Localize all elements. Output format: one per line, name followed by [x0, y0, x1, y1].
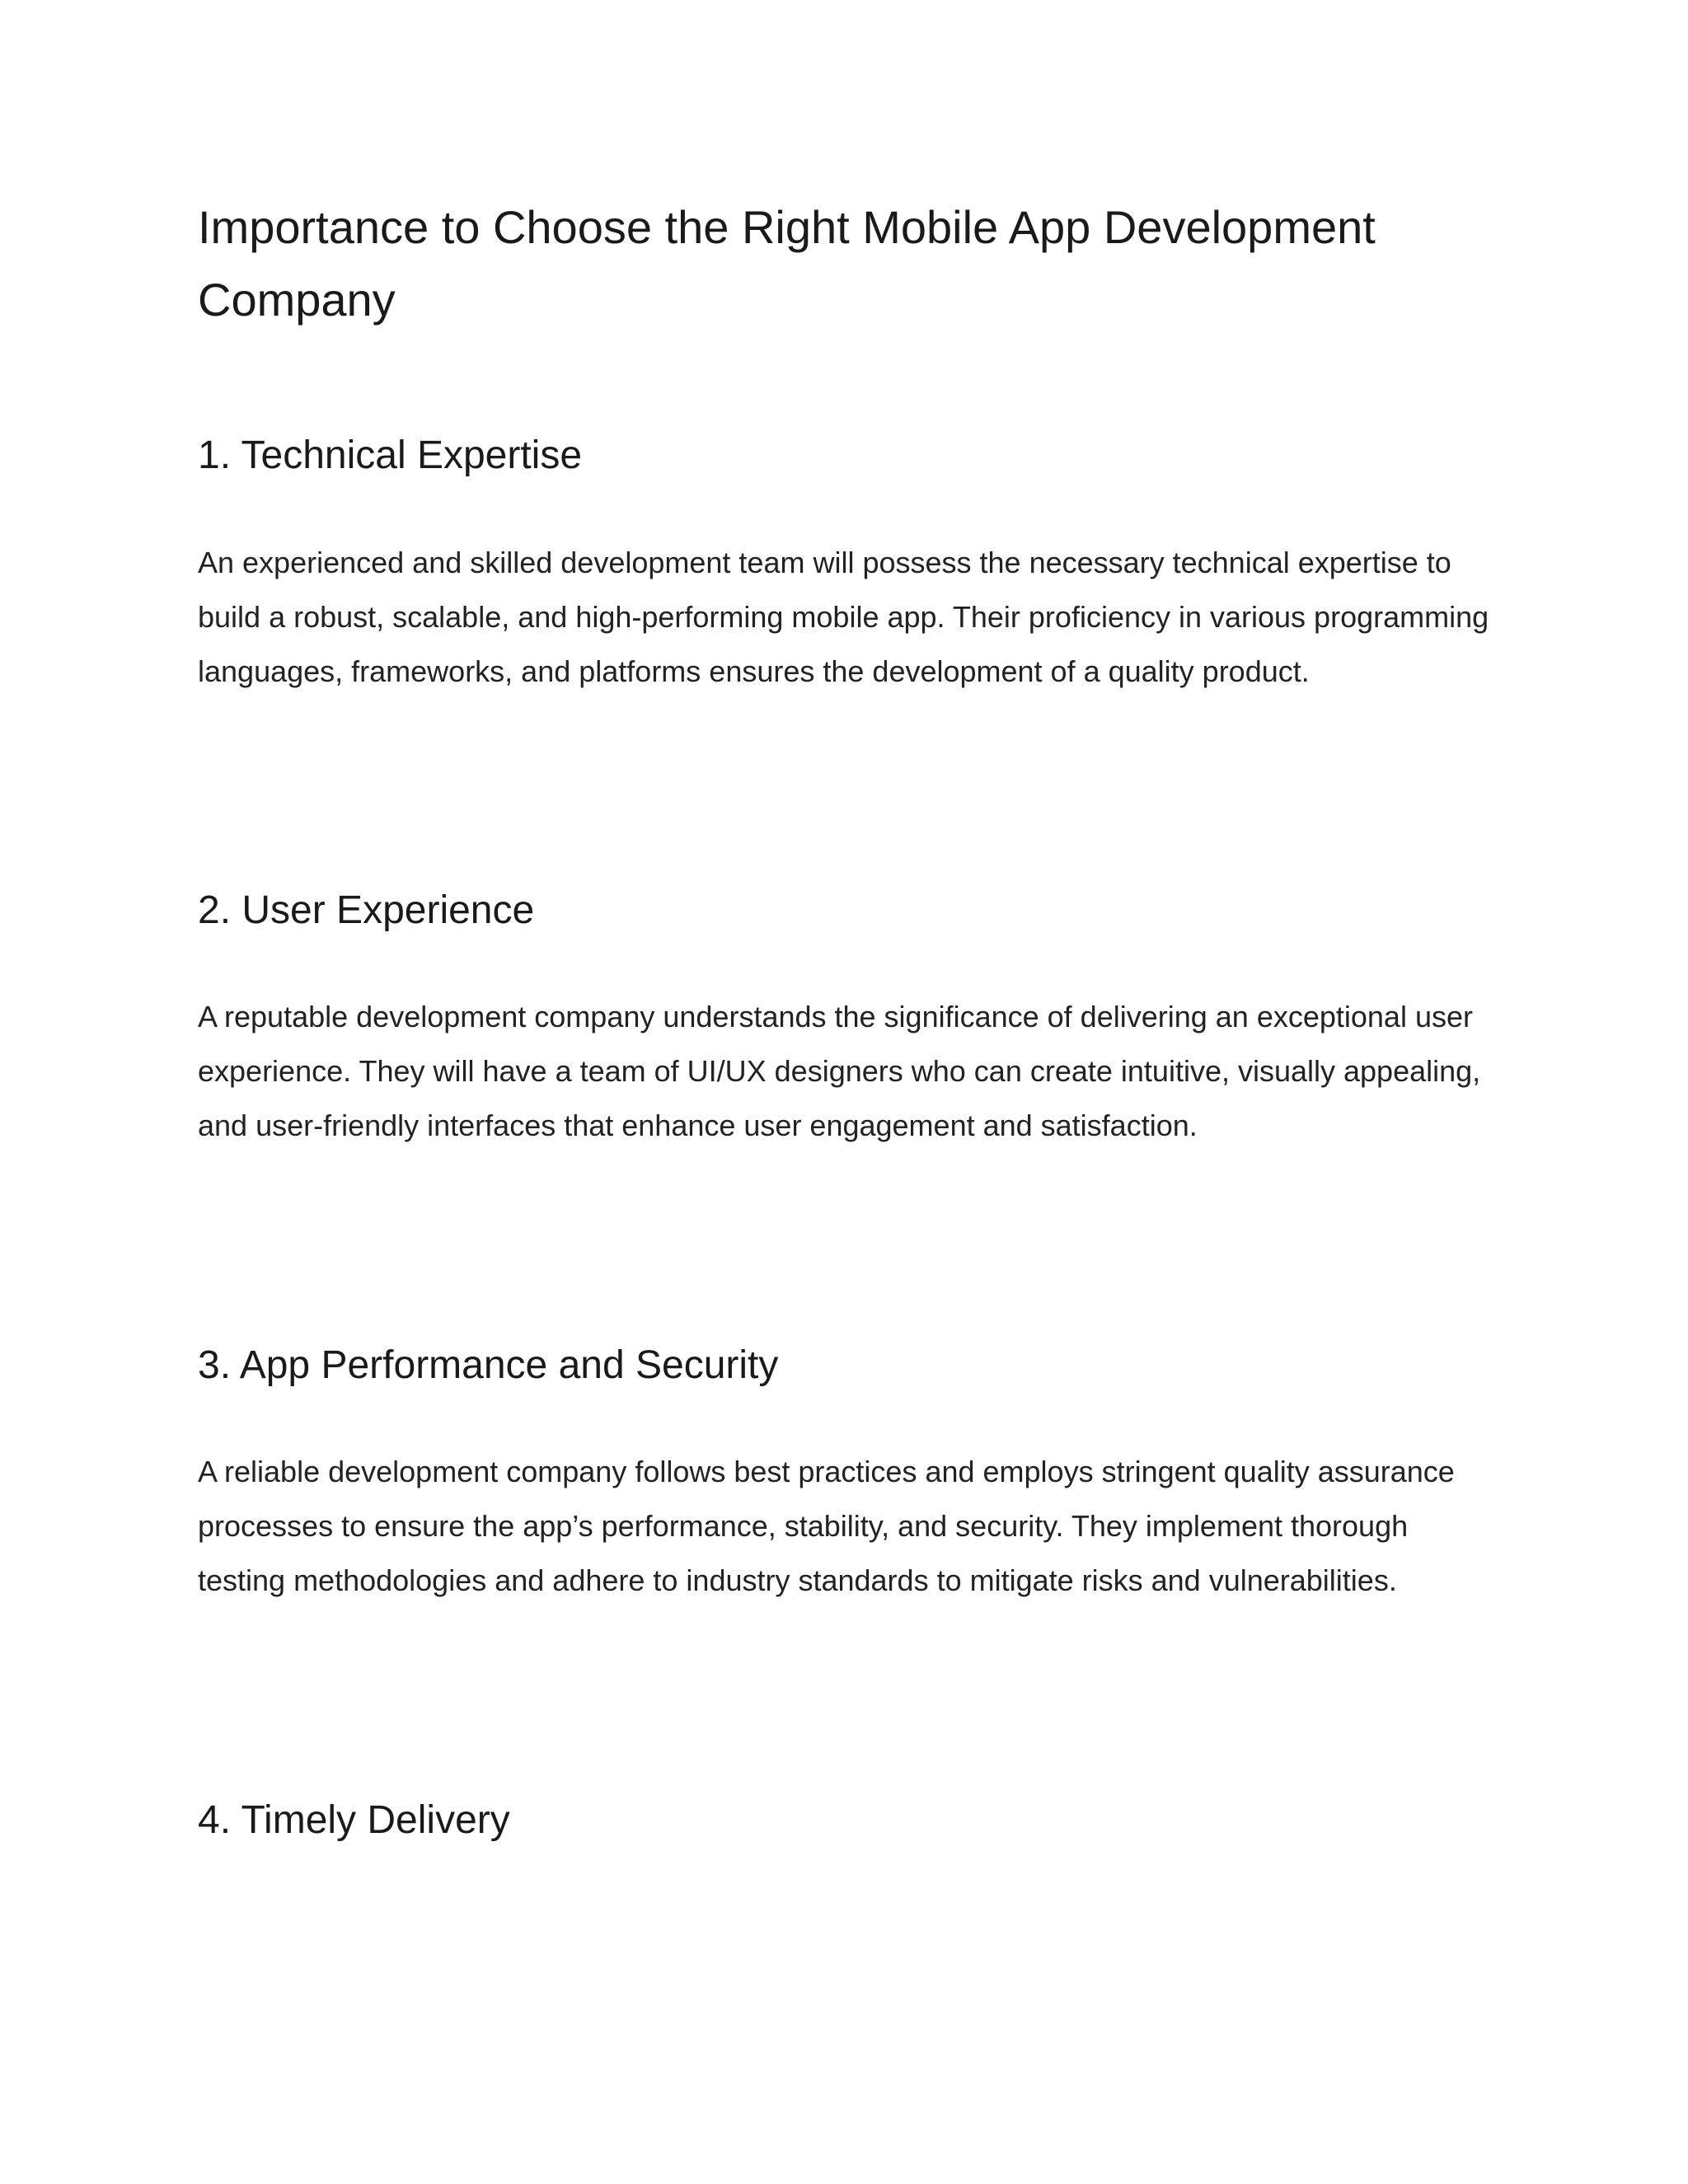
- section-heading-timely-delivery: 4. Timely Delivery: [198, 1798, 510, 1842]
- section-heading-user-experience: 2. User Experience: [198, 888, 535, 932]
- section-body-app-performance-security: A reliable development company follows best practices and employs stringent quality assurance processes to ensure the app’s performance, stability, and security. They implement thorough testing methodologies and adhere to industry standards to mitigate risks and vulnerabilities.: [198, 1455, 1455, 1597]
- section-heading-technical-expertise: 1. Technical Expertise: [198, 434, 583, 477]
- section-body-technical-expertise: An experienced and skilled development team will possess the necessary technical expertise to build a robust, scalable, and high-performing mobile app. Their proficiency in various programming languages, frameworks, and platforms ensures the development of a quality product.: [198, 546, 1489, 688]
- page-title: Importance to Choose the Right Mobile App Development Company: [198, 201, 1376, 326]
- section-heading-app-performance-security: 3. App Performance and Security: [198, 1343, 779, 1387]
- section-body-user-experience: A reputable development company understands the significance of delivering an exceptional user experience. They will have a team of UI/UX designers who can create intuitive, visually appealing, and user-friendly interfaces that enhance user engagement and satisfaction.: [198, 1000, 1481, 1142]
